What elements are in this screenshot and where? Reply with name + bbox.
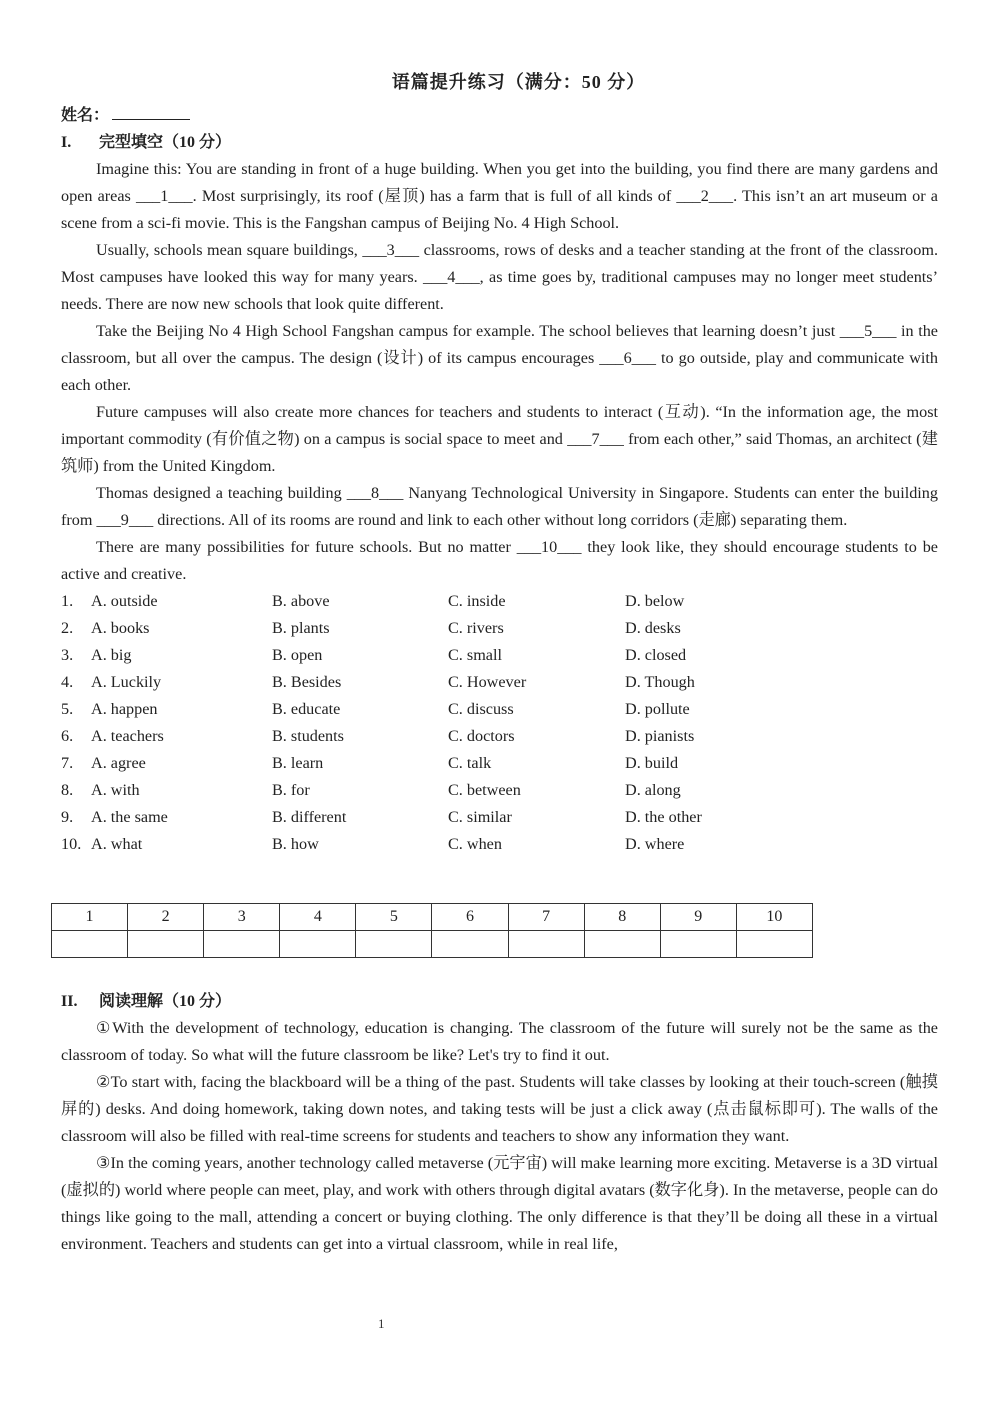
question-number: 1.	[61, 592, 74, 610]
option-c: C. However	[448, 673, 527, 691]
worksheet-page	[61, 68, 938, 1253]
answer-header: 5	[356, 904, 432, 931]
option-b: B. educate	[272, 700, 341, 718]
section1-heading	[61, 129, 938, 156]
answer-cell[interactable]	[660, 931, 736, 958]
answer-cell[interactable]	[432, 931, 508, 958]
answer-cell[interactable]	[204, 931, 280, 958]
option-a: A. teachers	[91, 727, 164, 745]
option-row	[61, 669, 938, 696]
option-b: B. for	[272, 781, 310, 799]
option-a: A. with	[91, 781, 140, 799]
section2-numeral: II.	[61, 993, 78, 1010]
option-row	[61, 588, 938, 615]
option-b: B. open	[272, 646, 323, 664]
question-number: 6.	[61, 727, 74, 745]
reading-paragraph: ③In the coming years, another technology called metaverse (元宇宙) will make learning more exciting. Metaverse is a 3D virtual (虚拟的) world where people can meet, play, and work with others through digital avatars (数字化身). In the metaverse, people can do things like going to the mall, attending a concert or buying clothing. The only difference is that they’ll be doing all these in a virtual environment. Teachers and students can get into a virtual classroom, while in real life,	[61, 1154, 938, 1253]
option-c: C. between	[448, 781, 521, 799]
option-a: A. outside	[91, 592, 158, 610]
answer-grid	[51, 903, 813, 958]
option-b: B. plants	[272, 619, 330, 637]
answer-cell[interactable]	[584, 931, 660, 958]
option-c: C. discuss	[448, 700, 514, 718]
option-d: D. pollute	[625, 700, 690, 718]
reading-paragraph: ②To start with, facing the blackboard will be a thing of the past. Students will take classes by looking at their touch-screen (触摸屏的) desks. And doing homework, taking down notes, and taking tests will be just a click away (点击鼠标即可). The walls of the classroom will also be filled with real-time screens for students and teachers to show any information they want.	[61, 1073, 938, 1145]
answer-cell[interactable]	[736, 931, 812, 958]
option-a: A. Luckily	[91, 673, 162, 691]
answer-header: 3	[204, 904, 280, 931]
answer-cell[interactable]	[52, 931, 128, 958]
reading-paragraph: ①With the development of technology, education is changing. The classroom of the future will surely not be the same as the classroom of today. So what will the future classroom be like? Let's try to find it out.	[61, 1019, 938, 1064]
option-b: B. how	[272, 835, 319, 853]
question-number: 5.	[61, 700, 74, 718]
section1-title: 完型填空（10 分）	[99, 134, 232, 151]
question-number: 3.	[61, 646, 74, 664]
option-d: D. the other	[625, 808, 702, 826]
option-c: C. small	[448, 646, 502, 664]
answer-header: 8	[584, 904, 660, 931]
option-row	[61, 777, 938, 804]
cloze-paragraph: Usually, schools mean square buildings, ___3___ classrooms, rows of desks and a teacher standing at the front of the classroom. Most campuses have looked this way for many years. ___4___, as time goes by, traditional campuses may no longer meet students’ needs. There are now new schools that look quite different.	[61, 241, 938, 313]
answer-header-row	[52, 904, 813, 931]
section2-title: 阅读理解（10 分）	[99, 993, 232, 1010]
cloze-paragraph: Future campuses will also create more chances for teachers and students to interact (互动). “In the information age, the most important commodity (有价值之物) on a campus is social space to meet and ___7___ from each other,” said Thomas, an architect (建筑师) from the United Kingdom.	[61, 403, 938, 475]
reading-section	[61, 988, 938, 1258]
name-label: 姓名：	[61, 107, 110, 124]
page-number: 1	[378, 1316, 385, 1331]
section1-numeral: I.	[61, 134, 72, 151]
answer-header: 2	[128, 904, 204, 931]
option-b: B. Besides	[272, 673, 342, 691]
option-b: B. learn	[272, 754, 324, 772]
option-d: D. desks	[625, 619, 681, 637]
option-d: D. build	[625, 754, 679, 772]
option-row	[61, 723, 938, 750]
cloze-paragraph: Imagine this: You are standing in front of a huge building. When you get into the building, you find there are many gardens and open areas ___1___. Most surprisingly, its roof (屋顶) has a farm that is full of all kinds of ___2___. This isn’t an art museum or a scene from a sci-fi movie. This is the Fangshan campus of Beijing No. 4 High School.	[61, 160, 938, 232]
name-blank[interactable]	[112, 104, 190, 120]
option-c: C. doctors	[448, 727, 515, 745]
option-d: D. closed	[625, 646, 687, 664]
option-a: A. agree	[91, 754, 146, 772]
option-a: A. happen	[91, 700, 158, 718]
option-c: C. when	[448, 835, 502, 853]
answer-header: 4	[280, 904, 356, 931]
option-b: B. different	[272, 808, 347, 826]
option-row	[61, 750, 938, 777]
option-b: B. above	[272, 592, 330, 610]
option-c: C. similar	[448, 808, 512, 826]
answer-cell[interactable]	[280, 931, 356, 958]
option-d: D. along	[625, 781, 681, 799]
option-a: A. what	[91, 835, 143, 853]
option-a: A. big	[91, 646, 132, 664]
question-number: 2.	[61, 619, 74, 637]
answer-header: 7	[508, 904, 584, 931]
cloze-paragraph: Thomas designed a teaching building ___8___ Nanyang Technological University in Singapore. Students can enter the building from ___9___ directions. All of its rooms are round and link to each other without long corridors (走廊) separating them.	[61, 484, 938, 529]
answer-input-row	[52, 931, 813, 958]
answer-cell[interactable]	[128, 931, 204, 958]
section2-heading	[61, 988, 938, 1015]
option-c: C. talk	[448, 754, 492, 772]
question-number: 10.	[61, 835, 82, 853]
answer-header: 6	[432, 904, 508, 931]
option-row	[61, 696, 938, 723]
answer-header: 9	[660, 904, 736, 931]
option-a: A. books	[91, 619, 150, 637]
option-row	[61, 642, 938, 669]
option-b: B. students	[272, 727, 344, 745]
question-number: 4.	[61, 673, 74, 691]
option-row	[61, 615, 938, 642]
cloze-paragraph: Take the Beijing No 4 High School Fangshan campus for example. The school believes that learning doesn’t just ___5___ in the classroom, but all over the campus. The design (设计) of its campus encourages ___6___ to go outside, play and communicate with each other.	[61, 322, 938, 394]
question-number: 8.	[61, 781, 74, 799]
option-c: C. inside	[448, 592, 506, 610]
option-c: C. rivers	[448, 619, 504, 637]
option-d: D. pianists	[625, 727, 695, 745]
option-d: D. below	[625, 592, 685, 610]
cloze-paragraph: There are many possibilities for future schools. But no matter ___10___ they look like, they should encourage students to be active and creative.	[61, 538, 938, 583]
answer-cell[interactable]	[356, 931, 432, 958]
option-d: D. where	[625, 835, 685, 853]
option-d: D. Though	[625, 673, 695, 691]
question-number: 9.	[61, 808, 74, 826]
answer-cell[interactable]	[508, 931, 584, 958]
option-row	[61, 804, 938, 831]
answer-header: 10	[736, 904, 812, 931]
cloze-options	[61, 588, 938, 858]
option-row	[61, 831, 938, 858]
question-number: 7.	[61, 754, 74, 772]
name-line	[61, 103, 938, 129]
answer-header: 1	[52, 904, 128, 931]
page-title: 语篇提升练习（满分：50 分）	[391, 72, 646, 92]
option-a: A. the same	[91, 808, 168, 826]
cloze-passage	[61, 156, 938, 588]
